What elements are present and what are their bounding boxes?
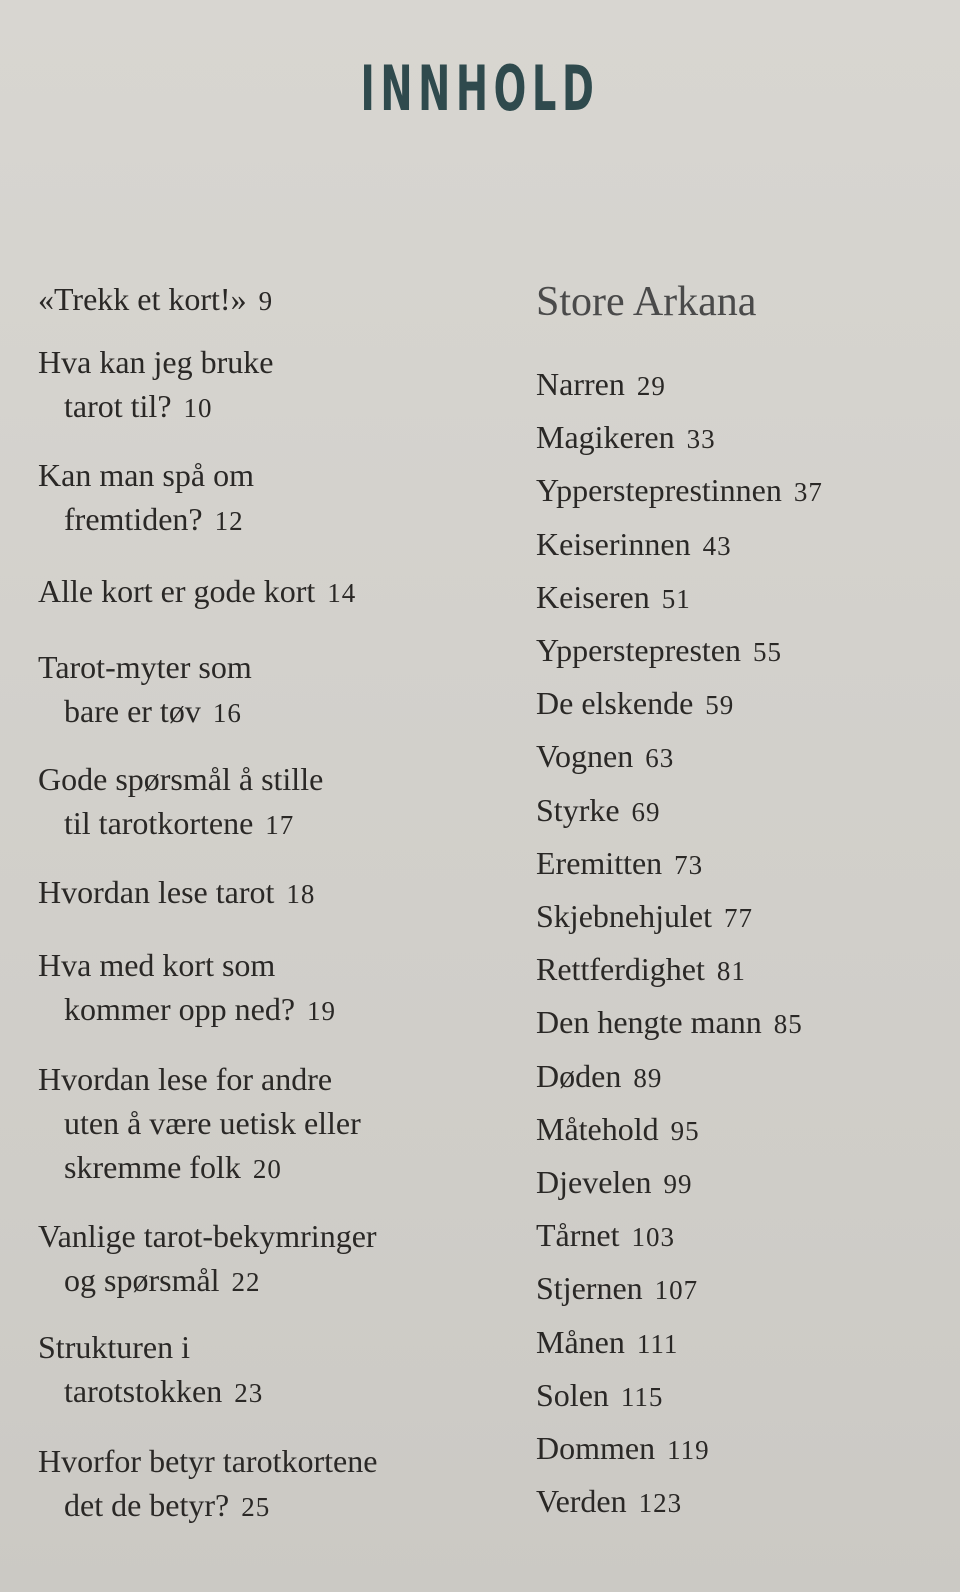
toc-page-number: 19 — [307, 996, 337, 1026]
toc-page-number: 89 — [633, 1062, 663, 1093]
toc-entry-title: Djevelen — [536, 1164, 652, 1200]
toc-page-number: 51 — [661, 583, 691, 614]
toc-page-number: 20 — [252, 1154, 282, 1184]
toc-entry[interactable] — [536, 947, 746, 993]
toc-entry-title: Gode spørsmål å stille — [38, 761, 324, 797]
toc-entry[interactable] — [536, 734, 674, 780]
toc-entry-title-cont: uten å være uetisk eller — [64, 1105, 361, 1141]
toc-entry[interactable] — [38, 277, 273, 323]
toc-entry[interactable] — [536, 362, 666, 408]
toc-entry-title: Yppersteprestinnen — [536, 472, 782, 509]
toc-entry-title: Hvordan lese for andre — [38, 1061, 333, 1097]
toc-page-number: 85 — [773, 1009, 803, 1040]
toc-entry[interactable] — [536, 468, 823, 514]
toc-page-number: 25 — [241, 1492, 271, 1522]
toc-entry[interactable] — [536, 841, 703, 887]
toc-page-number: 95 — [670, 1115, 700, 1146]
toc-page-number: 73 — [674, 849, 704, 880]
toc-page-number: 63 — [645, 743, 675, 774]
toc-entry[interactable] — [38, 870, 315, 916]
toc-page-number: 119 — [667, 1435, 710, 1465]
toc-entry[interactable] — [536, 522, 732, 568]
toc-page-number: 99 — [663, 1169, 693, 1199]
toc-entry[interactable] — [536, 681, 734, 727]
toc-entry-title-cont: fremtiden? — [64, 501, 203, 537]
toc-entry-title-cont: til tarotkortene — [64, 805, 254, 841]
toc-entry-title: Keiserinnen — [536, 525, 691, 562]
toc-entry[interactable] — [536, 1000, 803, 1046]
toc-entry[interactable] — [38, 453, 254, 543]
toc-entry-title-cont: skremme folk — [64, 1149, 241, 1185]
toc-entry[interactable] — [38, 1057, 361, 1191]
section-heading: Store Arkana — [536, 279, 757, 325]
toc-page-number: 43 — [702, 530, 732, 561]
toc-entry[interactable] — [38, 569, 356, 615]
toc-entry[interactable] — [536, 894, 753, 940]
toc-entry[interactable] — [536, 1213, 675, 1259]
toc-entry-title: Verden — [536, 1483, 627, 1520]
toc-page-number: 81 — [716, 956, 746, 987]
toc-entry[interactable] — [536, 1054, 662, 1100]
toc-page-number: 59 — [705, 690, 735, 721]
toc-entry-title: Måtehold — [536, 1110, 659, 1147]
page-title: INNHOLD — [360, 52, 600, 125]
toc-entry-title: Kan man spå om — [38, 457, 254, 493]
toc-page-number: 111 — [636, 1328, 679, 1359]
toc-page-number: 69 — [631, 796, 661, 827]
toc-page-number: 55 — [752, 637, 782, 667]
toc-entry-title: Strukturen i — [38, 1329, 190, 1365]
toc-entry-title: Rettferdighet — [536, 951, 705, 988]
toc-entry-title: Magikeren — [536, 419, 675, 456]
toc-entry[interactable] — [38, 943, 336, 1033]
toc-entry-title: Tarot-myter som — [38, 649, 252, 685]
toc-page-number: 14 — [327, 578, 357, 608]
toc-page-number: 23 — [234, 1378, 264, 1408]
toc-page-number: 107 — [654, 1275, 699, 1306]
toc-entry[interactable] — [38, 645, 252, 735]
toc-entry-title: Månen — [536, 1323, 625, 1360]
toc-entry-title: De elskende — [536, 685, 694, 722]
toc-entry-title: Hva med kort som — [38, 947, 276, 983]
toc-entry-title: Dommen — [536, 1430, 656, 1466]
toc-entry-title-cont: bare er tøv — [64, 693, 201, 729]
toc-entry-title: Stjernen — [536, 1270, 643, 1307]
toc-page-number: 123 — [638, 1488, 683, 1519]
toc-entry-title: Døden — [536, 1057, 622, 1094]
toc-page-number: 12 — [214, 506, 244, 536]
toc-entry[interactable] — [536, 575, 691, 621]
toc-entry[interactable] — [536, 1160, 693, 1206]
toc-entry[interactable] — [536, 1320, 678, 1366]
toc-page-number: 115 — [620, 1381, 664, 1412]
toc-entry[interactable] — [38, 1439, 377, 1529]
toc-entry[interactable] — [536, 1373, 663, 1419]
toc-page-number: 77 — [723, 903, 753, 933]
toc-entry-title: Solen — [536, 1376, 609, 1413]
toc-entry-title: «Trekk et kort!» — [38, 281, 247, 317]
toc-entry-title: Hva kan jeg bruke — [38, 344, 274, 380]
toc-entry-title-cont: tarot til? — [64, 388, 172, 424]
toc-entry-title: Skjebnehjulet — [536, 898, 712, 934]
toc-entry-title: Ypperstepresten — [536, 632, 741, 668]
toc-page-number: 16 — [212, 698, 242, 728]
toc-entry-title: Styrke — [536, 791, 620, 828]
toc-entry-title-cont: kommer opp ned? — [64, 991, 296, 1027]
toc-entry-title: Vognen — [536, 738, 634, 775]
toc-entry-title-cont: tarotstokken — [64, 1373, 223, 1409]
toc-entry[interactable] — [38, 1325, 263, 1415]
toc-entry-title-cont: og spørsmål — [64, 1262, 220, 1298]
toc-page-number: 37 — [793, 477, 823, 508]
toc-page-number: 10 — [183, 393, 213, 423]
toc-entry[interactable] — [536, 1107, 700, 1153]
toc-page-number: 103 — [631, 1222, 675, 1253]
toc-entry-title: Alle kort er gode kort — [38, 573, 316, 609]
toc-page-number: 9 — [258, 286, 274, 316]
toc-entry-title: Tårnet — [536, 1217, 620, 1254]
toc-page-number: 29 — [636, 371, 666, 401]
toc-entry-title: Eremitten — [536, 844, 663, 881]
toc-page-number: 18 — [286, 879, 316, 909]
toc-entry[interactable] — [38, 340, 273, 430]
toc-entry-title: Vanlige tarot-bekymringer — [38, 1218, 377, 1254]
toc-entry[interactable] — [536, 1479, 682, 1525]
toc-entry-title: Den hengte mann — [536, 1004, 762, 1041]
toc-entry-title: Narren — [536, 366, 625, 402]
toc-page-number: 17 — [265, 810, 295, 840]
toc-entry[interactable] — [536, 788, 661, 834]
toc-entry-title: Keiseren — [536, 578, 650, 615]
toc-entry[interactable] — [536, 1266, 698, 1312]
toc-page-number: 33 — [686, 424, 716, 455]
toc-entry-title: Hvorfor betyr tarotkortene — [38, 1443, 378, 1479]
toc-page-number: 22 — [231, 1267, 261, 1297]
toc-entry-title: Hvordan lese tarot — [38, 874, 275, 910]
toc-entry[interactable] — [536, 415, 716, 461]
toc-entry[interactable] — [38, 757, 323, 847]
toc-entry[interactable] — [38, 1214, 377, 1304]
toc-entry[interactable] — [536, 1426, 710, 1472]
toc-entry-title-cont: det de betyr? — [64, 1487, 230, 1523]
toc-entry[interactable] — [536, 628, 782, 674]
